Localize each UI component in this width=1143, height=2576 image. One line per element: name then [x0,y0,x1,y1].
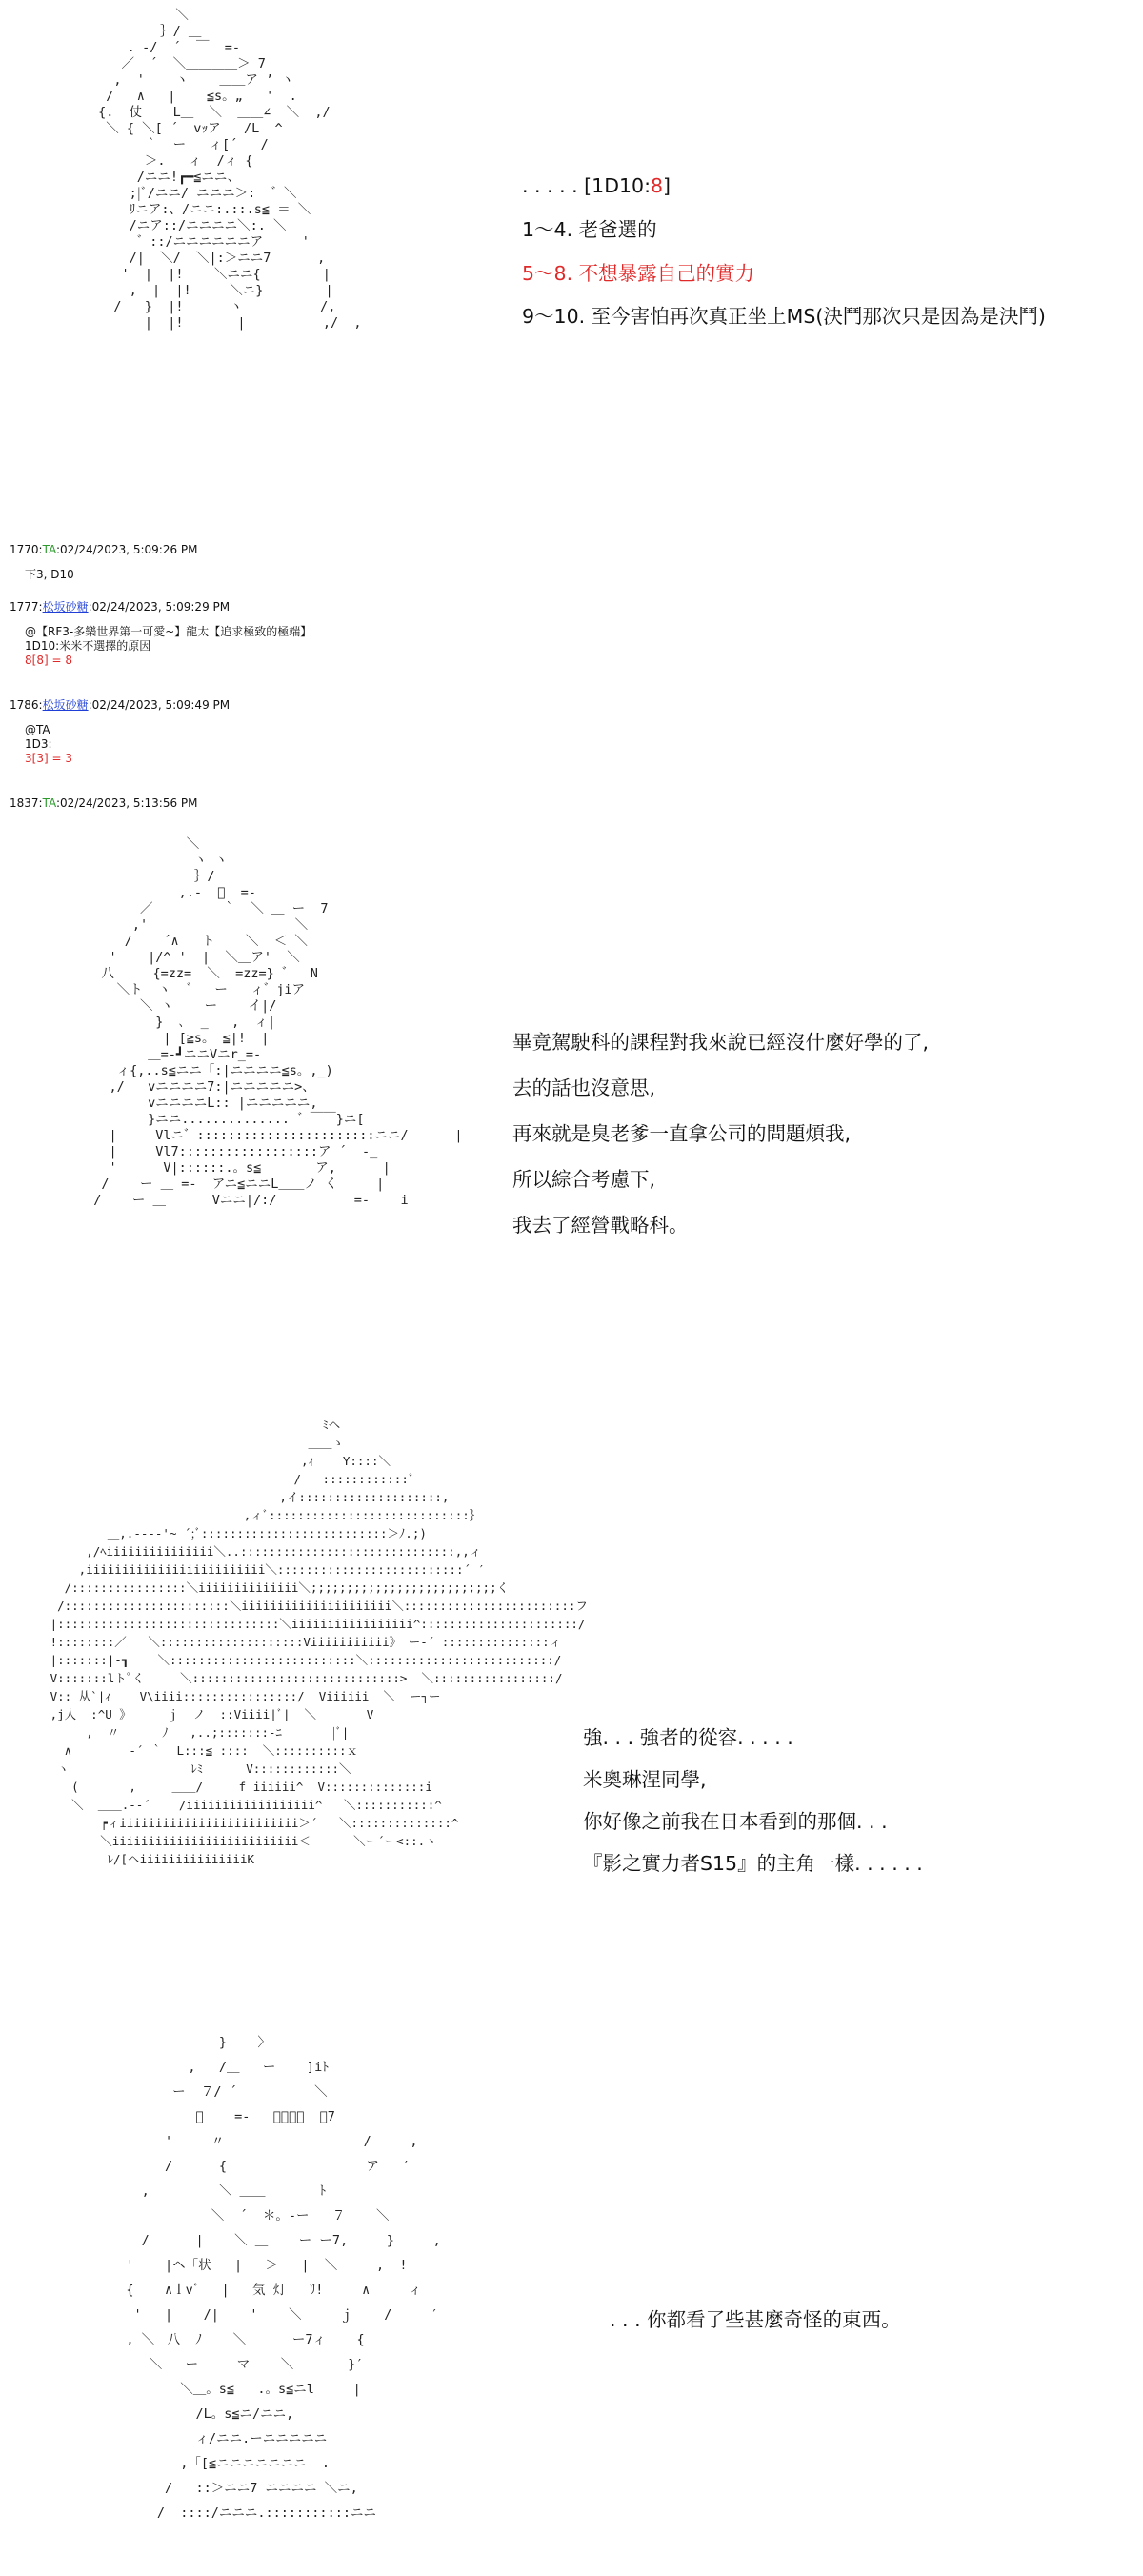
poster-name[interactable]: 松坂砂糖 [42,698,89,712]
panel-2-narration [512,1019,929,1248]
post-header: 1786:松坂砂糖:02/24/2023, 5:09:49 PM [10,698,231,712]
post-body: @【RF3-多樂世界第一可愛~】龍太【追求極致的極端】 1D10:米米不選擇的原因 8[8] = 8 [25,625,312,667]
post-1786 [10,698,230,766]
roll-option-3: 9～10. 至今害怕再次真正坐上MS(決鬥那次只是因為是決鬥) [522,305,1046,329]
narration-line: 畢竟駕駛科的課程對我來說已經沒什麼好學的了, [512,1031,930,1054]
narration-line: 再來就是臭老爹一直拿公司的問題煩我, [512,1122,852,1145]
poster-name[interactable]: 松坂砂糖 [42,600,89,614]
panel-4 [0,2024,1143,2576]
narration-line: 所以綜合考慮下, [512,1168,656,1191]
narration-line: 強. . . 強者的從容. . . . . [583,1726,793,1749]
panel-3 [0,1410,1143,2020]
poster-name[interactable]: TA [42,796,56,810]
dice-roll-value: 8 [650,174,664,197]
narration-line: . . . 你都看了些甚麼奇怪的東西。 [610,2308,901,2331]
post-header: 1837:TA:02/24/2023, 5:13:56 PM [10,796,198,810]
post-1837 [10,796,198,811]
narration-line: 『影之實力者S15』的主角一樣. . . . . . [583,1852,923,1875]
post-header: 1777:松坂砂糖:02/24/2023, 5:09:29 PM [10,600,231,614]
post-1770 [10,543,198,582]
post-header: 1770:TA:02/24/2023, 5:09:26 PM [10,543,198,556]
panel-2 [0,829,1143,1391]
panel-1 [0,0,1143,514]
dice-roll-result: . . . . . [1D10:8] [522,174,672,197]
ascii-art-character-1: ＼ ｝/ ＿ ．-/ ´ ￣ =- ／ ´ ＼＿＿＿＿＞ 7 , ' ヽ ＿＿ア ’ ヽ / ∧ | ≦s。„ ' . {. 仗 L＿ ＼ ＿＿∠ ＼ ,/ ＼ { ＼[ ´ vｯア /L ^ ｀ ー ィ[´ / ＞. ィ /ィ { /ニニ!┏━≦ニニ、 ;|ﾞ/ニニ/ ニニニ＞: ゛＼ ﾘニア:、/ニニ:.::.s≦ ＝ ＼ /ニア::/ニニニニ＼:. ＼ ゛::/ニニニニニニア ' /| ＼/ ＼|:＞ニニ7 , ' | |! ＼ニニ{ | , | |! ＼ニ} | / } |! ヽ /, | |! | ,/ , [98,8,362,331]
roll-option-2: 5～8. 不想暴露自己的實力 [522,261,755,285]
post-body: @TA 1D3: 3[3] = 3 [25,723,72,765]
post-body: 下3, D10 [25,568,74,581]
panel-3-narration [583,1717,923,1884]
poster-name[interactable]: TA [42,543,56,556]
narration-line: 你好像之前我在日本看到的那個. . . [583,1810,888,1833]
narration-line: 米奧琳涅同學, [583,1768,707,1791]
ascii-art-character-3: ﾐヘ ＿＿ゝ ,ｨ Y::::＼ / ::::::::::::ﾞ ,イ::::::::::::::::::::, ,ィﾞ::::::::::::::::::::::::::::｝ ＿,.--‐‐'~ ´;ﾞ::::::::::::::::::::::::::＞ﾉ.;) ,/ﾍiiiiiiiiiiiiiii＼..::::::::::::::::::::::::::::::,,ィ ,iiiiiiiiiiiiiiiiiiiiiiiii＼::::::::::::::::::::::::::´ ′ /::::::::::::::::＼iiiiiiiiiiiiii＼;;;;;;;;;;;;;;;;;;;;;;;;;;く /:::::::::::::::::::::::＼iiiiiiiiiiiiiiiiiiiii＼::::::::::::::::::::::::フ |:::::::::::::::::::::::::::::::＼iiiiiiiiiiiiiiiii^::::::::::::::::::::::/ !::::::::／ ＼::::::::::::::::::::Viiiiiiiiiii》 ー‐´ :::::::::::::::ィ |:::::::|-┓ ＼::::::::::::::::::::::::::＼::::::::::::::::::::::::::/ V:::::::lトﾟく ＼:::::::::::::::::::::::::::::> ＼:::::::::::::::::/ V:: 从`|ｨ V\iiii::::::::::::::::/ Viiiiii ＼ ー┐ー ,j人_ :^U 》 ｊ ノ ::Viiii|ﾞ| ＼ V , 〃 ﾉ ,..;:::::::-ﾆ |ﾞ| ∧ ‐´ ｀ L:::≦ :::: ＼::::::::::ｘ ヽ ﾚﾐ V::::::::::::＼ ( , ＿＿/ f iiiiii^ V::::::::::::::i ＼ ＿＿.-‐´ /iiiiiiiiiiiiiiiiii^ ＼:::::::::::^ ┍ィiiiiiiiiiiiiiiiiiiiiiiiii＞´ ＼::::::::::::::^ ＼iiiiiiiiiiiiiiiiiiiiiiiiii＜ ＼ー´ー<::.ヽ ﾚ/[ヘiiiiiiiiiiiiiiiK [50,1418,588,1866]
panel-4-narration [610,2305,901,2336]
narration-line: 我去了經營戰略科。 [512,1214,689,1237]
dice-roll-narration [522,171,1046,332]
roll-option-1: 1～4. 老爸選的 [522,217,657,241]
ascii-art-character-4: } 〉 , /＿ ー ]iﾄ ー ７/ ´ ＼ ﾞ =- ＿＿＿＿ ー7 ' 〃 / , / { ア ′ , ＼ ＿＿ ﾄ ＼ ´ ＊。‐ー ７ ＼ / | ＼ ＿ ー ー7, } , ' |ヘ「状 | ＞ | ＼ , ! { ∧ｌv゛ | 気 灯 ﾘ! ∧ ィ ' | /| ' ＼ ｊ / ′ , ＼＿八 ﾉ ＼ ー7ィ { ＼ ー マ ＼ }′ ＼＿。s≦ .。s≦ニl | /L。s≦ニ/ニニ, ィ/ニニ.ーニニニニニ ,「[≦ニニニニニニニ . / ::＞ニニ7 ニニニニ ＼ニ, / ::::/ニニニ.:::::::::::ニニ [126,2035,441,2521]
post-1777 [10,600,311,668]
narration-line: 去的話也沒意思, [512,1077,656,1099]
ascii-art-character-2: ＼ ヽ ヽ ｝/ ,.- ﾞ =- ／ ｀ ＼ ＿ ー 7 ,' ＼ / ´∧ ト ＼ ＜ ＼ ' |/^ ' | ＼＿ア' ＼ 八 {=zz= ＼ =zz=} ゛ N ＼ト ヽ ゛ ー ィ゛jiア ＼ ヽ ー イ|/ } ､ _ , ィ| | [≧s。 ≦|! | ＿=-┛ニニVニr_=- ィ{,..s≦ニニ「:|ニニニニ≦s。,_) ,/ vニニニニ7:|ニニニニニ>、 vニニニニL:: |ニニニニニ, }ニニ.............. ゛￣￣}ニ[ | Vlニ゛:::::::::::::::::::::::ニニ/ | | Vl7::::::::::::::::::ア ´ -_ ' V|::::::.。s≦ ア, | / ー ＿ =- アニ≦ニニL＿＿ノ く | / ー ＿ Vニニ|/:/ =- i [93,836,463,1208]
